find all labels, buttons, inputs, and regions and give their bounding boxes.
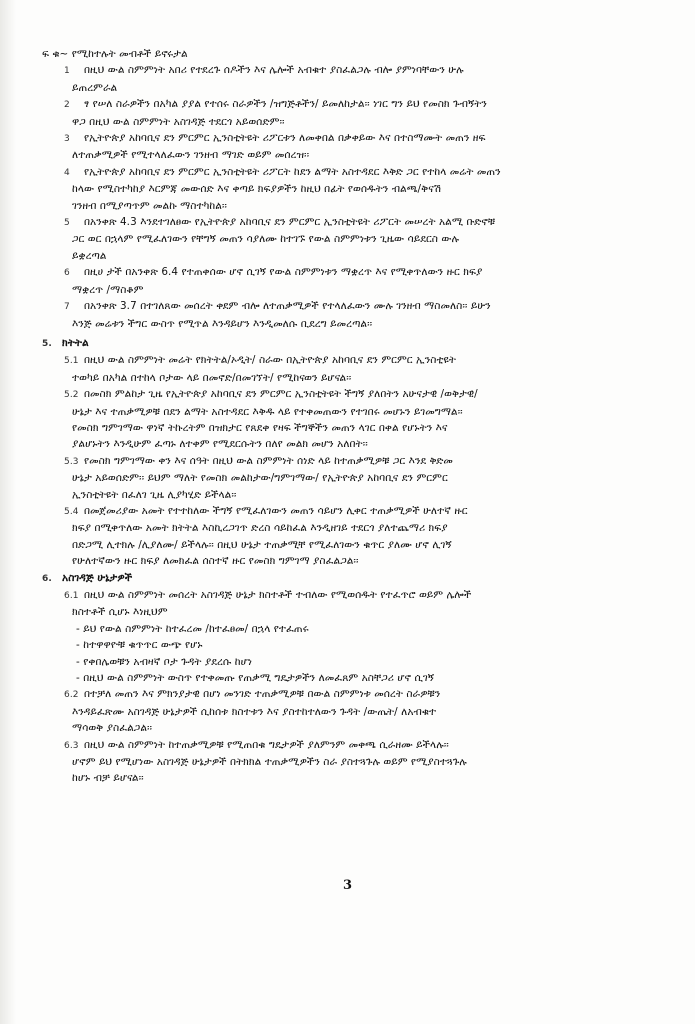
paragraph-text: በዚህ ውል ስምምነት መሬት የክትትል/ኦዲት/ ስራው በኢትዮጵያ አከባቢና ደን ምርምር ኢንስቲዩት <box>84 354 456 367</box>
item-number: 6.1 <box>64 591 79 601</box>
item-number: 4 <box>64 167 70 178</box>
paragraph-line: ይቋረጣል <box>72 249 107 262</box>
item-number: 5.2 <box>64 390 79 401</box>
bullet-item: - የቀበሌወቹን አብዛኛ ቦታ ጉዳት ያደረሱ ከሆነ <box>76 655 252 668</box>
paragraph-line: የመስክ ግምገማው ዋነኛ ትኩረትም በዝክታር የጸደቀ የዛፍ ችግኞችን መጠን ላገር በቀል የሆኑትን እና <box>72 421 448 434</box>
paragraph-text: በዚህ ውል ስምምነት ከተጠቃሚዎቹ የሚጠበቁ ግዴታዎች ያለምንም መቀጫ ሲራዘሙ ይችላሉ፡፡ <box>84 738 449 751</box>
paragraph-line: ዋጋ በዚህ ውል ስምምነት አስገዳጅ ተደርጎ አይወሰድም፡፡ <box>72 115 285 128</box>
paragraph-line: ክስተቶች ሲሆኑ እነዚህም <box>72 606 168 619</box>
item-number: 5.1 <box>64 356 79 367</box>
item-number: 6.2 <box>64 690 79 701</box>
paragraph-text: በተቻለ መጠን እና ምክንያታዊ በሆነ መንገድ ተጠቃሚዎቹ በውል ስምምነቱ መሰረት ስራዎቹን <box>84 688 441 701</box>
item-number: 1 <box>64 66 70 77</box>
paragraph-line: ሁኔታ እና ተጠቃሚዎቹ በደን ልማት አስተዳደር እቅዱ ላይ የተቀመጠውን የተገበሩ መሆኑን ይገመግማል፡፡ <box>72 405 463 418</box>
list-item <box>42 298 672 315</box>
bullet-item: - ከተዋዋዮቹ ቁጥጥር ውጭ የሆኑ <box>76 639 203 652</box>
item-number: 5.3 <box>64 456 79 467</box>
list-item <box>42 214 672 231</box>
bullet-item: - ይህ የውል ስምምነት ከተፈረመ /ከተፈፀመ/ በኋላ የተፈጠሩ <box>76 622 309 635</box>
paragraph-line: ኢንስቲትዩት በፈለገ ጊዜ ሊያካሂድ ይችላል፡፡ <box>72 488 237 501</box>
paragraph-line: ገንዘብ በሚያጣጥም መልኩ ማስተካከል፡፡ <box>72 199 227 212</box>
paragraph-line: በድጋሚ ሊተክሉ /ሊያለሙ/ ይችላሉ፡፡ በዚህ ሁኔታ ተጠቃሚቸ የሚፈለገውን ቁጥር ያለሙ ሆኖ ሊገኝ <box>72 538 452 551</box>
document-body <box>42 46 672 787</box>
list-item <box>42 686 672 703</box>
list-item <box>42 130 672 147</box>
item-number: 5 <box>64 218 70 229</box>
paragraph-text: ፃ የሠለ ስራዎችን በአካል ያያል የተሰሩ ስራዎችን /ዝግጅቶችን/ ይመለከታል፡፡ ነገር ግን ይህ የመስክ ጉብኝትን <box>84 98 487 111</box>
paragraph-line: ሆኖም ይህ የሚሆነው አስገዳጅ ሁኔታዎች በትክክል ተጠቃሚዎችን ስራ ያስተጓጉሉ ወይም የሚያስተጓጉሉ <box>72 756 467 769</box>
list-item <box>42 386 672 403</box>
paragraph-line: ያልሆኑትን እንዲሁም ፈጣኑ ለተቀም የሚደርሱትን በለየ መልክ መሆን አለበት፡፡ <box>72 438 368 451</box>
paragraph-text: የመስክ ግምገማው ቀን እና ሰዓት በዚህ ውል ስምምነት ሰነድ ላይ ከተጠቃሚዎቹ ጋር እንደ ቅድመ <box>84 454 453 467</box>
item-number: 3 <box>64 134 70 145</box>
paragraph-text: በዚህ ውል ስምምነት አበሪ የተደረጉ ሰዶችን እና ሌሎች አብቁተ ያስፈልጋሉ ብሎ ያምነባቸውን ሁሉ <box>84 64 464 77</box>
list-item <box>42 62 672 79</box>
paragraph-text: የኢትዮጵያ አከባቢና ደን ምርምር ኢንስቲትዩት ሪፖርት ከደን ልማት አስተዳደር እቅድ ጋር የተከላ መሬት መጠን <box>84 165 501 178</box>
item-number: 5.4 <box>64 506 79 517</box>
list-item <box>42 96 672 113</box>
paragraph-line: ከላው የሚስተካከያ እርምጃ መውሰድ እና ቀጣይ ክፍያዎችን ከዚህ በፊት የወሰዱትን ብልጫ/ቅናሽ <box>72 183 441 196</box>
list-item <box>42 587 672 604</box>
section-title: ክትትል <box>62 336 89 349</box>
paragraph-line: ማቋረጥ /ማስቆም <box>72 283 144 296</box>
page-number: 3 <box>342 878 353 893</box>
list-item <box>42 453 672 470</box>
paragraph-line: ማሳወቅ ያስፈልጋል፡፡ <box>72 722 153 735</box>
paragraph-line: ለተጠቃሚዎች የሚተላለፈውን ገንዘብ ማገድ ወይም መሰረዝ፡፡ <box>72 149 310 162</box>
paragraph-text: በመስክ ምልከታ ጊዜ የኢትዮጵያ አከባቢና ደን ምርምር ኢንስቲትዩት ችግኝ ያለበትን አሁናታዊ /ወቅታዊ/ <box>84 388 478 401</box>
scan-shadow <box>0 0 16 1024</box>
paragraph-line: ጋር ወር በኋላም የሚፈለገውን የቸግኝ መጠን ሳያለሙ ከተገኙ የውል ስምምነቱን ጊዜው ሳይደርስ ውሉ <box>72 233 460 246</box>
paragraph-text: በዚህ ውል ስምምነት መሰረት አስገዳጅ ሁኔታ ክስተቶች ተብለው የሚወሰዱት የተፈጥሮ ወይም ሌሎች <box>84 589 472 601</box>
list-item <box>42 737 672 754</box>
paragraph-line: ከሆኑ ብቻ ይሆናል፡፡ <box>72 772 144 785</box>
paragraph-text: በዚሀ ታች በአንቀጽ 6.4 የተጠቀሰው ሆኖ ሲገኝ የውል ስምምነቱን ማቋረጥ እና የሚቀጥለውን ዙር ክፍያ <box>84 266 483 279</box>
bullet-item: - በዚህ ውል ስምምነት ውስጥ የተቀመጡ የጠቃሚ ግዴታዎችን ለመፈጸም አስቸጋሪ ሆኖ ሲገኝ <box>76 672 435 685</box>
section-title: አስገዳጅ ሁኔታዎች <box>62 571 133 584</box>
paragraph-text: በአንቀጽ 4.3 እንደተገለፀው የኢትዮጵያ አከባቢና ደን ምርምር ኢንስቲትዩት ሪፖርት መሠረት አልሚ ቡድኖቹ <box>84 216 496 229</box>
section-intro-line: ፍ ቁ~ የሚከተሉት መብቶች ይኖሩታል <box>42 48 188 60</box>
paragraph-text: በአንቀጽ 3.7 በተገለጸው መሰረት ቀደም ብሎ ለተጠቃሚዎች የተላለፈውን ሙሉ ገንዘብ ማስመለስ፡፡ ይሁን <box>84 300 491 313</box>
item-number: 6 <box>64 268 70 279</box>
paragraph-line: ሁኔታ አይወሰድም፡፡ ይህም ማለት የመስክ መልከታው/ግምገማው/ የኢትዮጵያ አከባቢና ደን ምርምር <box>72 472 448 485</box>
paragraph-line: ክፍያ በሚቀጥለው አመት ክትትል እስኪረጋገጥ ድረስ ሳይከፈል እንዲዘገይ ተደርጎ ያለተጨማሪ ክፍያ <box>72 522 448 535</box>
paragraph-line: የሁለተኛውን ዙር ክፍያ ለመክፈል ሰስተኛ ዙር የመስክ ግምገማ ያስፈልጋል፡፡ <box>72 555 359 568</box>
section-heading-force-majeure <box>42 570 672 587</box>
paragraph-text: በመጀመሪያው አመት የተተከለው ችግኝ የሚፈለገውን መጠን ሳይሆን ሊቀር ተጠቃሚዎች ሁለተኛ ዙር <box>84 504 468 517</box>
list-item <box>42 352 672 369</box>
paragraph-line: ይጠረምራል <box>72 81 118 94</box>
section-number: 6. <box>42 573 52 584</box>
item-number: 7 <box>64 302 70 313</box>
list-item <box>42 264 672 281</box>
paragraph-line: እንዳይፈጽሙ አስገዳጅ ሁኔታዎች ሲከሰቱ ክስተቱን እና ያስተከተለውን ጉዳት /ውጤት/ ለአብቁተ <box>72 705 437 718</box>
section-heading-monitoring <box>42 335 672 352</box>
item-number: 2 <box>64 100 70 111</box>
paragraph-line: ተወካይ በአካል በተከላ ቦታው ላይ በመኖድ/በመገኘት/ የሚከናወን ይሆናል፡፡ <box>72 371 352 384</box>
paragraph-text: የኢትዮጵያ አከባቢና ደን ምርምር ኢንስቲትዩት ሪፖርቱን ለመቀበል በቃቀይው እና በተስማሙት መጠን ዘፍ <box>84 132 486 145</box>
list-item <box>42 503 672 520</box>
item-number: 6.3 <box>64 740 79 751</box>
paragraph-line: እንጅ መሬቱን ችግር ውስጥ የሚጥል እንዳይሆን እንዲመለሱ ቢደረግ ይመረጣል፡፡ <box>72 317 373 330</box>
section-number: 5. <box>42 338 52 349</box>
list-item <box>42 164 672 181</box>
